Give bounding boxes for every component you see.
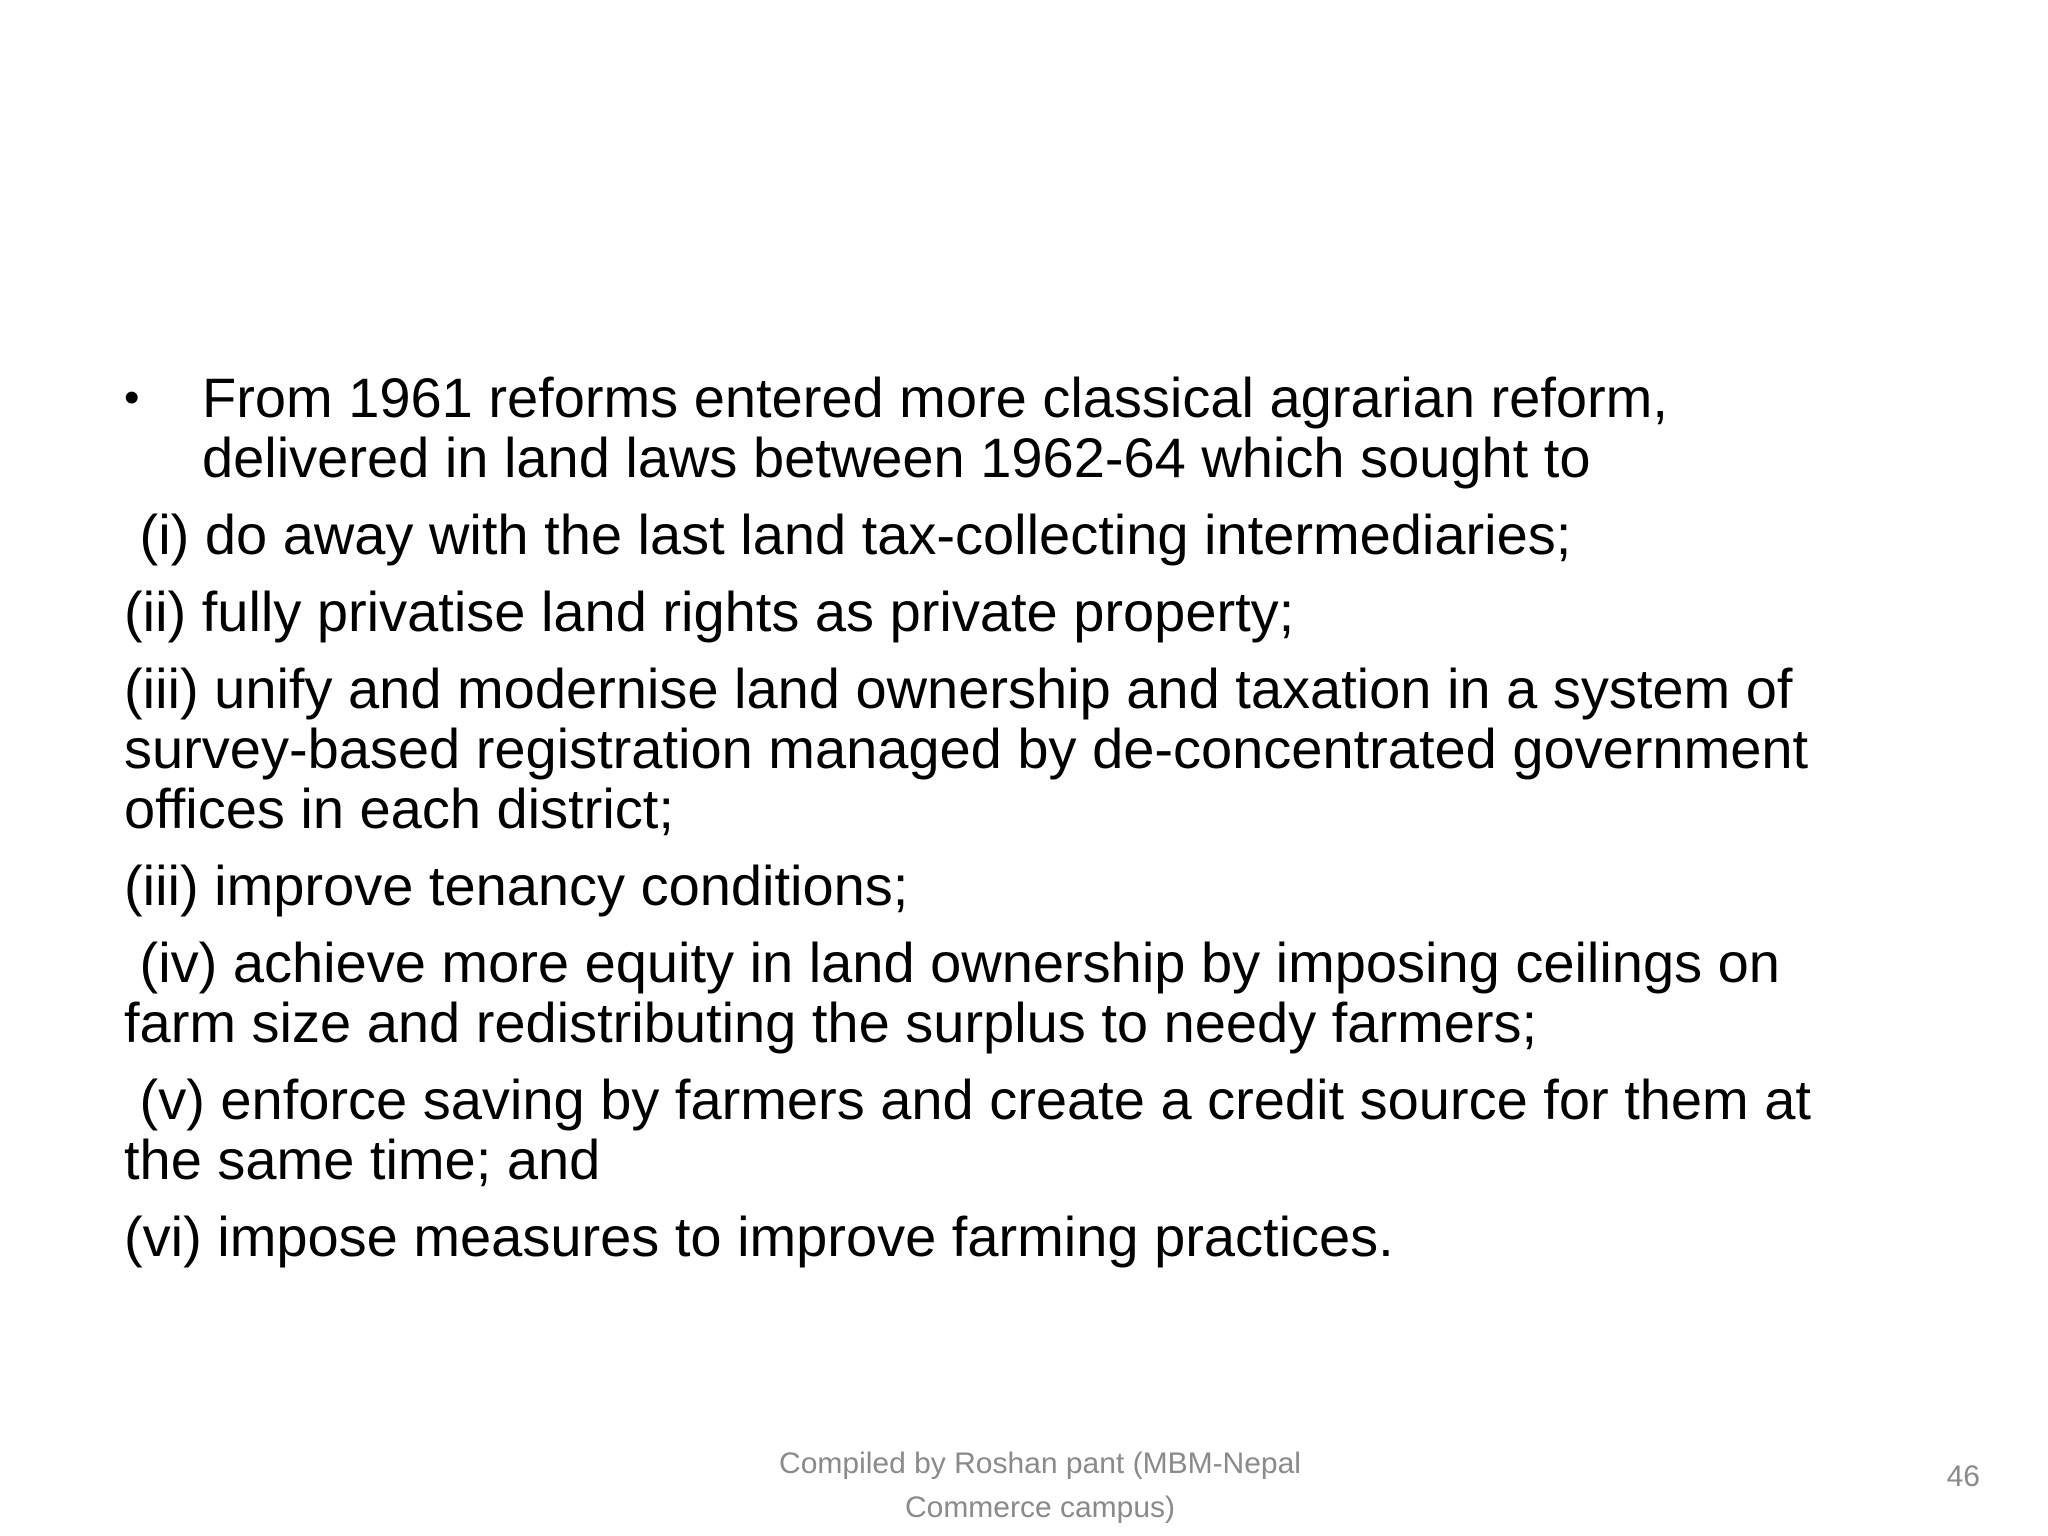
list-item-vi <box>124 1207 2004 1267</box>
list-item-ii <box>124 582 2004 642</box>
list-item-v <box>124 1070 2004 1190</box>
text-line: delivered in land laws between 1962-64 which sought to <box>202 426 1591 489</box>
footer-credit-line: Commerce campus) <box>904 1491 1176 1524</box>
bullet-icon: • <box>124 373 140 422</box>
text-line: (v) enforce saving by farmers and create a credit source for them at <box>124 1068 1811 1131</box>
text-line: survey-based registration managed by de-concentrated government <box>124 717 1809 780</box>
text-line: (iii) improve tenancy conditions; <box>124 854 909 917</box>
slide-body <box>124 368 2004 1284</box>
text-line: (vi) impose measures to improve farming practices. <box>124 1205 1394 1268</box>
text-line: From 1961 reforms entered more classical agrarian reform, <box>202 366 1668 429</box>
text-line: offices in each district; <box>124 777 674 840</box>
list-item-iii-unify <box>124 659 2004 839</box>
text-line: (ii) fully privatise land rights as private property; <box>124 580 1295 643</box>
text-line: (iv) achieve more equity in land ownership by imposing ceilings on <box>124 931 1780 994</box>
bullet-item <box>124 368 2004 488</box>
text-line: farm size and redistributing the surplus to needy farmers; <box>124 991 1538 1054</box>
list-item-iv <box>124 933 2004 1053</box>
list-item-iii-tenancy <box>124 856 2004 916</box>
page-number: 46 <box>1946 1460 1980 1493</box>
text-line: the same time; and <box>124 1128 601 1191</box>
footer-credit-line: Compiled by Roshan pant (MBM-Nepal <box>779 1447 1301 1480</box>
text-line: (iii) unify and modernise land ownership and taxation in a system of <box>124 657 1793 720</box>
text-line: (i) do away with the last land tax-collecting intermediaries; <box>124 503 1572 566</box>
footer-credit <box>700 1442 1380 1530</box>
list-item-i <box>124 505 2004 565</box>
